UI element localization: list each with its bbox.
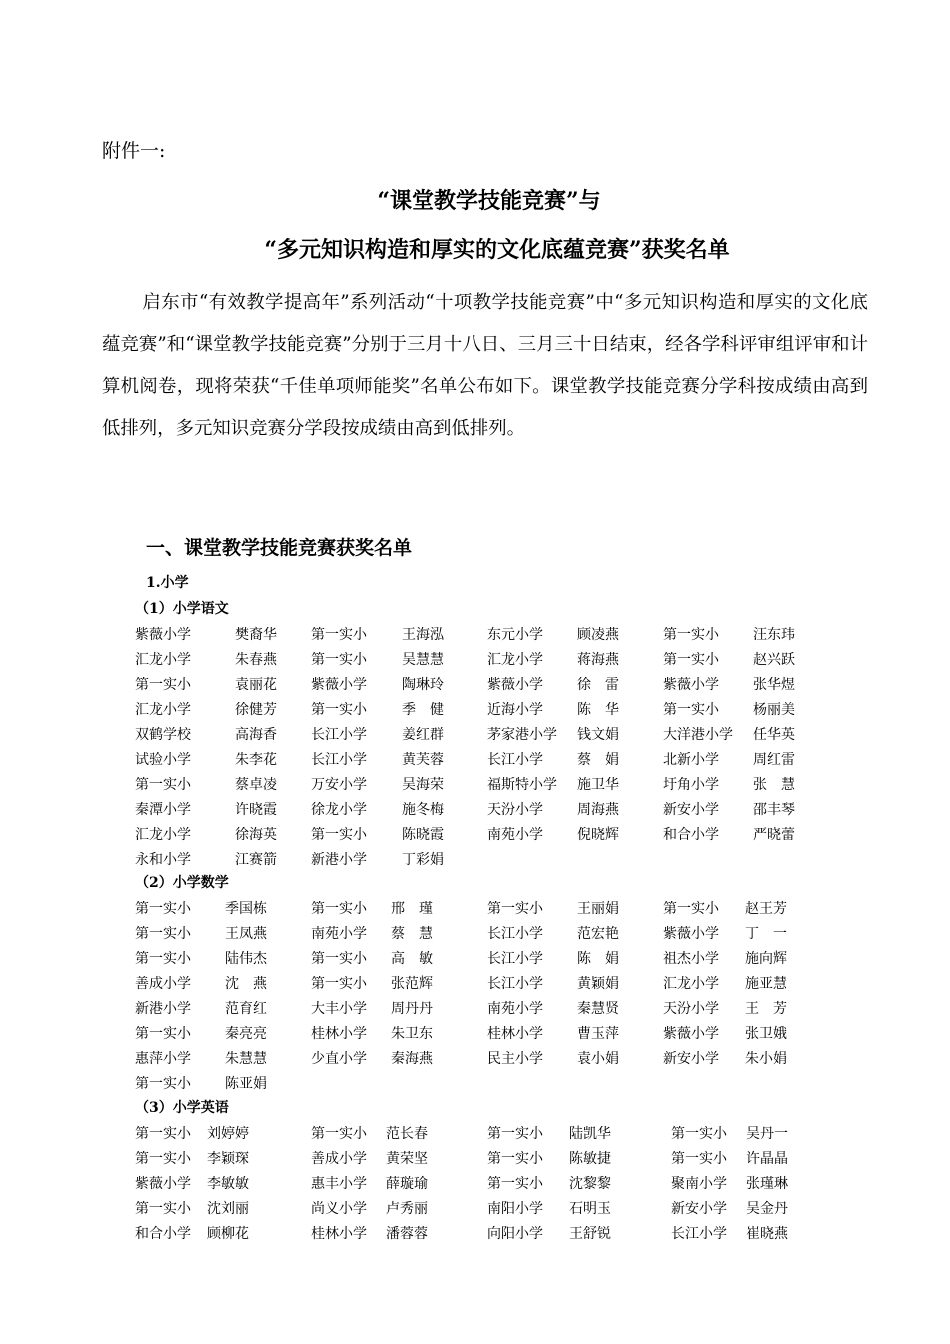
school-name: 第一实小 bbox=[311, 702, 367, 718]
teacher-name: 曹玉萍 bbox=[577, 1026, 619, 1042]
teacher-name: 徐健芳 bbox=[235, 702, 277, 718]
teacher-name: 朱春燕 bbox=[235, 652, 277, 668]
school-name: 桂林小学 bbox=[311, 1026, 367, 1042]
teacher-name: 施亚慧 bbox=[745, 976, 787, 992]
teacher-name: 吴金丹 bbox=[746, 1201, 788, 1217]
school-name: 桂林小学 bbox=[311, 1226, 367, 1242]
teacher-name: 王舒锐 bbox=[569, 1226, 611, 1242]
teacher-name: 李颖琛 bbox=[207, 1151, 249, 1167]
school-name: 第一实小 bbox=[311, 652, 367, 668]
teacher-name: 蔡 慧 bbox=[391, 926, 433, 942]
school-name: 第一实小 bbox=[487, 901, 543, 917]
teacher-name: 邢 瑾 bbox=[391, 901, 433, 917]
school-name: 惠丰小学 bbox=[311, 1176, 367, 1192]
teacher-name: 潘蓉蓉 bbox=[386, 1226, 428, 1242]
teacher-name: 袁小娟 bbox=[577, 1051, 619, 1067]
school-name: 圩角小学 bbox=[663, 777, 719, 793]
school-name: 天汾小学 bbox=[663, 1001, 719, 1017]
teacher-name: 徐 雷 bbox=[577, 677, 619, 693]
teacher-name: 秦慧贤 bbox=[577, 1001, 619, 1017]
school-name: 尚义小学 bbox=[311, 1201, 367, 1217]
teacher-name: 朱卫东 bbox=[391, 1026, 433, 1042]
teacher-name: 张华煜 bbox=[753, 677, 795, 693]
teacher-name: 王 芳 bbox=[745, 1001, 787, 1017]
school-name: 新港小学 bbox=[311, 852, 367, 868]
teacher-name: 施卫华 bbox=[577, 777, 619, 793]
teacher-name: 黄芙蓉 bbox=[402, 752, 444, 768]
school-name: 向阳小学 bbox=[487, 1226, 543, 1242]
school-name: 新安小学 bbox=[663, 802, 719, 818]
school-name: 试验小学 bbox=[135, 752, 191, 768]
school-name: 第一实小 bbox=[135, 926, 191, 942]
school-name: 善成小学 bbox=[311, 1151, 367, 1167]
school-name: 南苑小学 bbox=[311, 926, 367, 942]
teacher-name: 袁丽花 bbox=[235, 677, 277, 693]
teacher-name: 陈 娟 bbox=[577, 951, 619, 967]
teacher-name: 陈 华 bbox=[577, 702, 619, 718]
school-name: 善成小学 bbox=[135, 976, 191, 992]
teacher-name: 吴慧慧 bbox=[402, 652, 444, 668]
teacher-name: 邵丰琴 bbox=[753, 802, 795, 818]
teacher-name: 丁彩娟 bbox=[402, 852, 444, 868]
teacher-name: 杨丽美 bbox=[753, 702, 795, 718]
teacher-name: 许晶晶 bbox=[746, 1151, 788, 1167]
document-title-line-2: “多元知识构造和厚实的文化底蕴竞赛”获奖名单 bbox=[264, 237, 730, 263]
section-heading: 一、课堂教学技能竞赛获奖名单 bbox=[146, 537, 413, 559]
teacher-name: 严晓蕾 bbox=[753, 827, 795, 843]
school-name: 民主小学 bbox=[487, 1051, 543, 1067]
teacher-name: 陆凯华 bbox=[569, 1126, 611, 1142]
school-name: 新港小学 bbox=[135, 1001, 191, 1017]
teacher-name: 施冬梅 bbox=[402, 802, 444, 818]
teacher-name: 陈亚娟 bbox=[225, 1076, 267, 1092]
teacher-name: 顾柳花 bbox=[207, 1226, 249, 1242]
school-name: 少直小学 bbox=[311, 1051, 367, 1067]
school-name: 第一实小 bbox=[663, 901, 719, 917]
teacher-name: 黄荣坚 bbox=[386, 1151, 428, 1167]
school-name: 新安小学 bbox=[663, 1051, 719, 1067]
teacher-name: 陆伟杰 bbox=[225, 951, 267, 967]
teacher-name: 蒋海燕 bbox=[577, 652, 619, 668]
teacher-name: 高海香 bbox=[235, 727, 277, 743]
school-name: 第一实小 bbox=[671, 1151, 727, 1167]
school-name: 第一实小 bbox=[311, 827, 367, 843]
school-name: 南苑小学 bbox=[487, 1001, 543, 1017]
teacher-name: 季 健 bbox=[402, 702, 444, 718]
teacher-name: 李敏敏 bbox=[207, 1176, 249, 1192]
teacher-name: 许晓霞 bbox=[235, 802, 277, 818]
school-name: 第一实小 bbox=[135, 951, 191, 967]
teacher-name: 赵王芳 bbox=[745, 901, 787, 917]
school-name: 第一实小 bbox=[135, 1026, 191, 1042]
school-name: 第一实小 bbox=[311, 901, 367, 917]
school-name: 第一实小 bbox=[135, 1151, 191, 1167]
school-name: 紫薇小学 bbox=[135, 1176, 191, 1192]
school-name: 第一实小 bbox=[135, 1076, 191, 1092]
teacher-name: 范宏艳 bbox=[577, 926, 619, 942]
level-heading-primary: 1.小学 bbox=[146, 575, 189, 591]
school-name: 和合小学 bbox=[135, 1226, 191, 1242]
teacher-name: 蔡卓凌 bbox=[235, 777, 277, 793]
teacher-name: 范育红 bbox=[225, 1001, 267, 1017]
teacher-name: 王丽娟 bbox=[577, 901, 619, 917]
teacher-name: 汪东玮 bbox=[753, 627, 795, 643]
teacher-name: 卢秀丽 bbox=[386, 1201, 428, 1217]
school-name: 汇龙小学 bbox=[135, 702, 191, 718]
school-name: 第一实小 bbox=[311, 1126, 367, 1142]
school-name: 永和小学 bbox=[135, 852, 191, 868]
school-name: 第一实小 bbox=[671, 1126, 727, 1142]
teacher-name: 王凤燕 bbox=[225, 926, 267, 942]
teacher-name: 刘婷婷 bbox=[207, 1126, 249, 1142]
school-name: 紫薇小学 bbox=[311, 677, 367, 693]
teacher-name: 蔡 娟 bbox=[577, 752, 619, 768]
school-name: 第一实小 bbox=[135, 1201, 191, 1217]
school-name: 紫薇小学 bbox=[487, 677, 543, 693]
teacher-name: 高 敏 bbox=[391, 951, 433, 967]
teacher-name: 张 慧 bbox=[753, 777, 795, 793]
school-name: 第一实小 bbox=[135, 1126, 191, 1142]
school-name: 第一实小 bbox=[663, 702, 719, 718]
teacher-name: 朱慧慧 bbox=[225, 1051, 267, 1067]
teacher-name: 薛璇瑜 bbox=[386, 1176, 428, 1192]
school-name: 长江小学 bbox=[311, 727, 367, 743]
teacher-name: 黄颖娟 bbox=[577, 976, 619, 992]
teacher-name: 陈晓霞 bbox=[402, 827, 444, 843]
subject-heading-chinese: （1）小学语文 bbox=[135, 601, 229, 617]
school-name: 聚南小学 bbox=[671, 1176, 727, 1192]
school-name: 长江小学 bbox=[487, 752, 543, 768]
teacher-name: 丁 一 bbox=[745, 926, 787, 942]
teacher-name: 张范辉 bbox=[391, 976, 433, 992]
teacher-name: 秦亮亮 bbox=[225, 1026, 267, 1042]
school-name: 万安小学 bbox=[311, 777, 367, 793]
school-name: 南阳小学 bbox=[487, 1201, 543, 1217]
teacher-name: 沈刘丽 bbox=[207, 1201, 249, 1217]
teacher-name: 顾凌燕 bbox=[577, 627, 619, 643]
school-name: 第一实小 bbox=[135, 677, 191, 693]
school-name: 秦潭小学 bbox=[135, 802, 191, 818]
school-name: 第一实小 bbox=[663, 627, 719, 643]
school-name: 汇龙小学 bbox=[663, 976, 719, 992]
teacher-name: 陈敏捷 bbox=[569, 1151, 611, 1167]
teacher-name: 王海泓 bbox=[402, 627, 444, 643]
teacher-name: 吴丹一 bbox=[746, 1126, 788, 1142]
teacher-name: 朱小娟 bbox=[745, 1051, 787, 1067]
teacher-name: 钱文娟 bbox=[577, 727, 619, 743]
teacher-name: 沈黎黎 bbox=[569, 1176, 611, 1192]
school-name: 祖杰小学 bbox=[663, 951, 719, 967]
school-name: 汇龙小学 bbox=[135, 827, 191, 843]
teacher-name: 倪晓辉 bbox=[577, 827, 619, 843]
school-name: 紫薇小学 bbox=[135, 627, 191, 643]
school-name: 双鹤学校 bbox=[135, 727, 191, 743]
teacher-name: 崔晓燕 bbox=[746, 1226, 788, 1242]
teacher-name: 石明玉 bbox=[569, 1201, 611, 1217]
school-name: 第一实小 bbox=[311, 951, 367, 967]
school-name: 长江小学 bbox=[671, 1226, 727, 1242]
school-name: 北新小学 bbox=[663, 752, 719, 768]
teacher-name: 姜红群 bbox=[402, 727, 444, 743]
teacher-name: 陶琳玲 bbox=[402, 677, 444, 693]
teacher-name: 赵兴跃 bbox=[753, 652, 795, 668]
school-name: 徐龙小学 bbox=[311, 802, 367, 818]
school-name: 汇龙小学 bbox=[487, 652, 543, 668]
teacher-name: 周红雷 bbox=[753, 752, 795, 768]
school-name: 大洋港小学 bbox=[663, 727, 733, 743]
subject-heading-english: （3）小学英语 bbox=[135, 1100, 229, 1116]
school-name: 长江小学 bbox=[311, 752, 367, 768]
school-name: 茅家港小学 bbox=[487, 727, 557, 743]
school-name: 第一实小 bbox=[135, 901, 191, 917]
school-name: 长江小学 bbox=[487, 976, 543, 992]
teacher-name: 朱李花 bbox=[235, 752, 277, 768]
teacher-name: 樊裔华 bbox=[235, 627, 277, 643]
school-name: 南苑小学 bbox=[487, 827, 543, 843]
teacher-name: 张瑾琳 bbox=[746, 1176, 788, 1192]
teacher-name: 任华英 bbox=[753, 727, 795, 743]
teacher-name: 范长春 bbox=[386, 1126, 428, 1142]
intro-paragraph bbox=[102, 282, 868, 450]
school-name: 东元小学 bbox=[487, 627, 543, 643]
school-name: 新安小学 bbox=[671, 1201, 727, 1217]
school-name: 长江小学 bbox=[487, 951, 543, 967]
subject-heading-math: （2）小学数学 bbox=[135, 875, 229, 891]
school-name: 第一实小 bbox=[135, 777, 191, 793]
document-title-line-1: “课堂教学技能竞赛”与 bbox=[377, 188, 601, 214]
teacher-name: 吴海荣 bbox=[402, 777, 444, 793]
school-name: 桂林小学 bbox=[487, 1026, 543, 1042]
school-name: 和合小学 bbox=[663, 827, 719, 843]
teacher-name: 周海燕 bbox=[577, 802, 619, 818]
teacher-name: 江赛箭 bbox=[235, 852, 277, 868]
school-name: 近海小学 bbox=[487, 702, 543, 718]
teacher-name: 沈 燕 bbox=[225, 976, 267, 992]
school-name: 紫薇小学 bbox=[663, 926, 719, 942]
school-name: 长江小学 bbox=[487, 926, 543, 942]
school-name: 汇龙小学 bbox=[135, 652, 191, 668]
annex-label: 附件一: bbox=[102, 140, 166, 162]
school-name: 紫薇小学 bbox=[663, 1026, 719, 1042]
teacher-name: 周丹丹 bbox=[391, 1001, 433, 1017]
teacher-name: 张卫娥 bbox=[745, 1026, 787, 1042]
intro-text: 启东市“有效教学提高年”系列活动“十项教学技能竞赛”中“多元知识构造和厚实的文化底蕴竞赛”和“课堂教学技能竞赛”分别于三月十八日、三月三十日结束，经各学科评审组评审和计算机阅卷，现将荣获“千佳单项师能奖”名单公布如下。课堂教学技能竞赛分学科按成绩由高到低排列，多元知识竞赛分学段按成绩由高到低排列。 bbox=[102, 292, 868, 439]
teacher-name: 施向辉 bbox=[745, 951, 787, 967]
school-name: 第一实小 bbox=[663, 652, 719, 668]
school-name: 大丰小学 bbox=[311, 1001, 367, 1017]
school-name: 第一实小 bbox=[311, 627, 367, 643]
school-name: 第一实小 bbox=[311, 976, 367, 992]
teacher-name: 徐海英 bbox=[235, 827, 277, 843]
school-name: 第一实小 bbox=[487, 1126, 543, 1142]
school-name: 福斯特小学 bbox=[487, 777, 557, 793]
school-name: 天汾小学 bbox=[487, 802, 543, 818]
teacher-name: 季国栋 bbox=[225, 901, 267, 917]
school-name: 紫薇小学 bbox=[663, 677, 719, 693]
school-name: 第一实小 bbox=[487, 1176, 543, 1192]
school-name: 惠萍小学 bbox=[135, 1051, 191, 1067]
teacher-name: 秦海燕 bbox=[391, 1051, 433, 1067]
school-name: 第一实小 bbox=[487, 1151, 543, 1167]
